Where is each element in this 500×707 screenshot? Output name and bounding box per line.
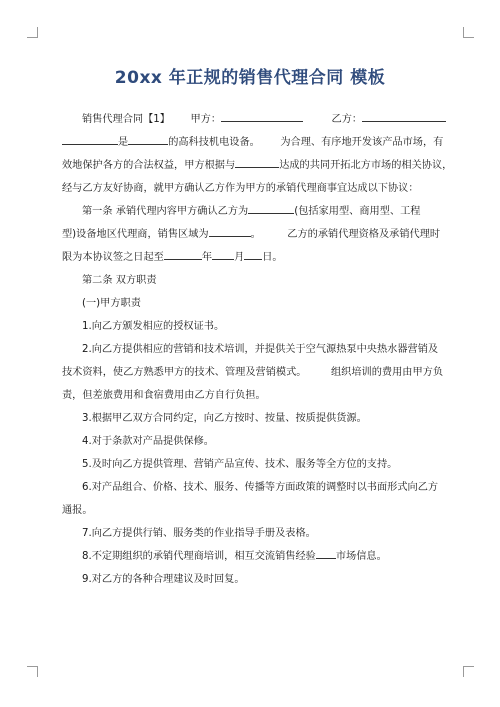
party-a-blank[interactable] [221, 109, 303, 122]
day-blank[interactable] [244, 247, 262, 260]
list-item: 4.对于条款对产品提供保修。 [82, 436, 214, 447]
list-item: 9.对乙方的各种合理建议及时回复。 [82, 574, 245, 585]
article-2-heading: 第二条 双方职责 [82, 275, 157, 286]
contract-label: 销售代理合同【1】 [82, 114, 170, 125]
list-item: 3.根据甲乙双方合同约定，向乙方按时、按量、按质提供货源。 [82, 413, 367, 424]
paragraph-line: 技术资料，使乙方熟悉甲方的技术、管理及营销模式。 组织培训的费用由甲方负 [62, 367, 444, 378]
crop-mark-bottom-right [463, 666, 474, 677]
paragraph-line: 型)设备地区代理商，销售区域为 。 乙方的承销代理资格及承销代理时 [62, 223, 442, 246]
list-item: 7.向乙方提供行销、服务类的作业指导手册及表格。 [82, 528, 316, 539]
month-blank[interactable] [212, 247, 234, 260]
experience-blank[interactable] [316, 546, 336, 559]
crop-mark-top-left [27, 27, 38, 38]
list-item: 2.向乙方提供相应的营销和技术培训，并提供关于空气源热泵中央热水器营销及 [82, 344, 439, 355]
paragraph-line: 是 的高科技机电设备。 为合理、有序地开发该产品市场，有 [62, 131, 442, 154]
partner-blank[interactable] [235, 155, 279, 168]
list-item: 8.不定期组织的承销代理商培训，相互交流销售经验 市场信息。 [62, 545, 442, 568]
document-body [62, 108, 453, 591]
crop-mark-top-right [463, 27, 474, 38]
crop-mark-bottom-left [27, 666, 38, 677]
paragraph-line: 责，但差旅费用和食宿费用由乙方自行负担。 [62, 390, 266, 401]
paragraph-line: 效地保护各方的合法权益，甲方根据与 达成的共同开拓北方市场的相关协议， [62, 154, 442, 177]
paragraph-line: 限为本协议签之日起至 年 月 日。 [62, 246, 442, 269]
product-blank[interactable] [62, 132, 118, 145]
list-item: 6.对产品组合、价格、技术、服务、传播等方面政策的调整时以书面形式向乙方 [82, 482, 439, 493]
section-heading: (一)甲方职责 [82, 298, 141, 309]
party-a-label: 甲方： [190, 114, 222, 125]
list-item: 1.向乙方颁发相应的授权证书。 [82, 321, 225, 332]
list-item: 5.及时向乙方提供管理、营销产品宣传、技术、服务等全方位的支持。 [82, 459, 398, 470]
agent-type-blank[interactable] [248, 201, 294, 214]
paragraph-line: 通报。 [62, 505, 93, 516]
article-1-line: 第一条 承销代理内容甲方确认乙方为 (包括家用型、商用型、工程 [62, 200, 442, 223]
party-b-label: 乙方： [331, 114, 363, 125]
paragraph-line [62, 108, 442, 131]
document-title: 20xx 年正规的销售代理合同 模板 [114, 68, 386, 88]
product-type-blank[interactable] [128, 132, 168, 145]
sales-region-blank[interactable] [209, 224, 251, 237]
year-blank[interactable] [164, 247, 202, 260]
party-b-blank[interactable] [362, 109, 446, 122]
paragraph-line: 经与乙方友好协商，就甲方确认乙方作为甲方的承销代理商事宜达成以下协议： [62, 183, 419, 194]
